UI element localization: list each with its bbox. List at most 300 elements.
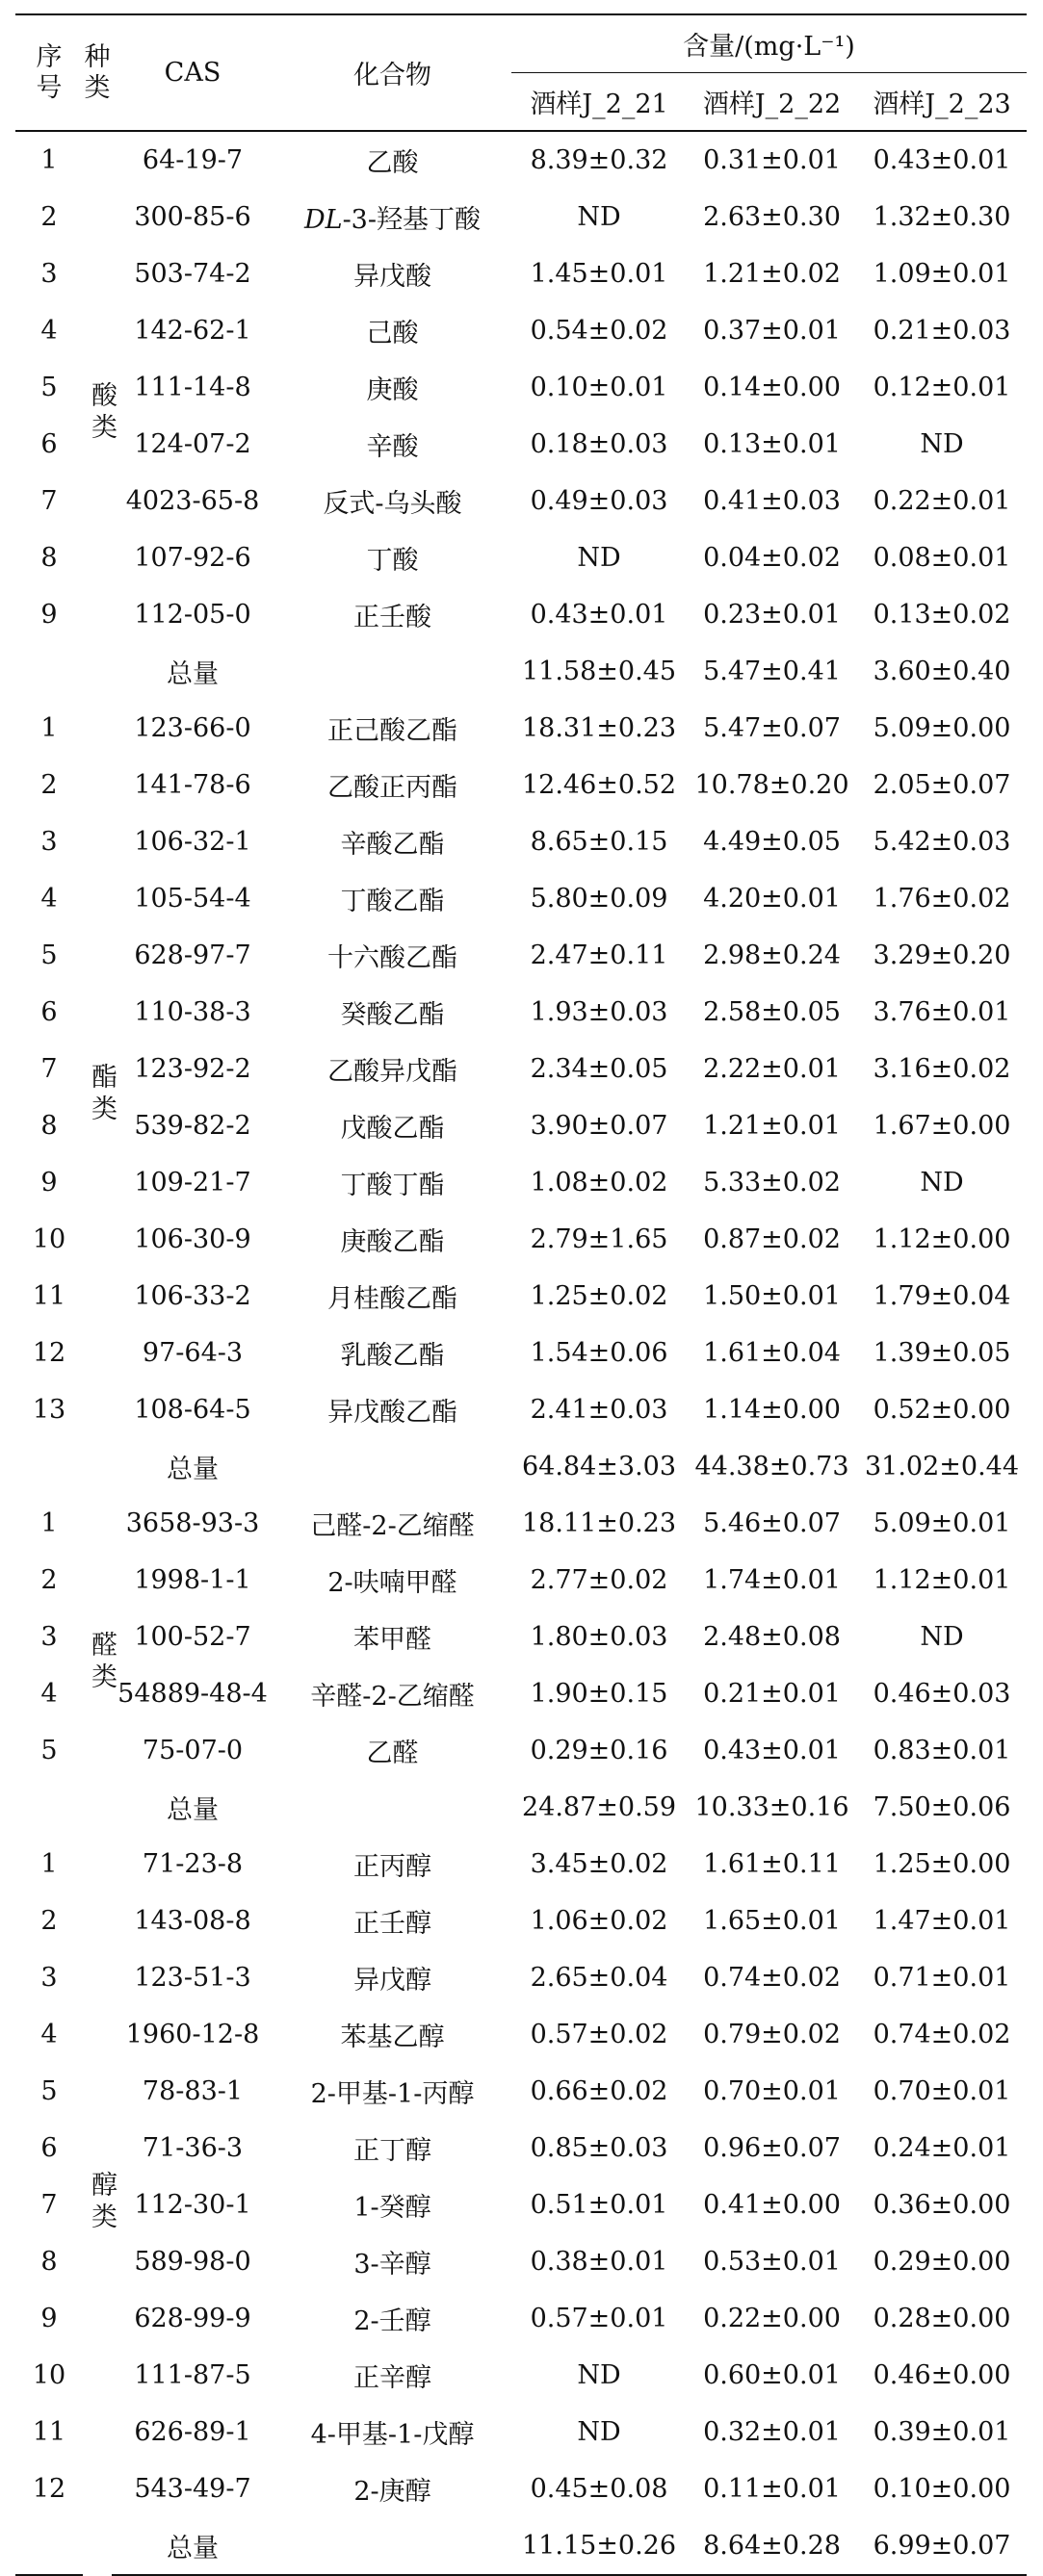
- cas-number: 64-19-7: [142, 145, 244, 175]
- value-sample-1: 18.11±0.23: [521, 1508, 677, 1538]
- cas-number: 112-05-0: [134, 600, 251, 630]
- value-sample-2: 2.98±0.24: [703, 940, 841, 970]
- compound-text: 癸酸乙酯: [340, 1000, 445, 1030]
- value-sample-3: 0.13±0.02: [873, 600, 1011, 630]
- row-index: 1: [40, 1508, 58, 1538]
- compound-name: [274, 473, 511, 529]
- value-sample-2: 0.96±0.07: [703, 2133, 841, 2163]
- value-sample-1: 2.47±0.11: [530, 940, 668, 970]
- value-sample-1: 1.90±0.15: [530, 1679, 668, 1709]
- row-index: 2: [40, 1565, 58, 1595]
- total-index-empty: [15, 643, 83, 700]
- class-label: [83, 1836, 117, 2575]
- table-row: [15, 1154, 1027, 1211]
- table-row: [15, 2006, 1027, 2063]
- total-value-sample-1: 24.87±0.59: [521, 1792, 677, 1822]
- table-row: [15, 302, 1027, 359]
- compound-name: [274, 2063, 511, 2120]
- value-sample-2: 2.48±0.08: [703, 1622, 841, 1652]
- value-sample-3: 5.09±0.01: [873, 1508, 1011, 1538]
- row-index: 10: [32, 1224, 66, 1254]
- value-sample-1: 2.41±0.03: [530, 1395, 668, 1425]
- total-value-sample-2: 8.64±0.28: [687, 2517, 857, 2575]
- compound-name: [274, 984, 511, 1041]
- cas-number: 106-33-2: [134, 1281, 251, 1311]
- value-sample-1: 0.66±0.02: [530, 2076, 668, 2106]
- value-sample-2: 1.74±0.01: [703, 1565, 841, 1595]
- value-sample-2: 5.33±0.02: [703, 1168, 841, 1198]
- total-value-sample-3: 3.60±0.40: [873, 657, 1011, 686]
- value-sample-2: 5.47±0.07: [703, 713, 841, 743]
- value-sample-3: 5.09±0.00: [873, 713, 1011, 743]
- cas-number: 123-92-2: [134, 1054, 251, 1084]
- total-index-empty: [15, 1779, 83, 1836]
- compound-text: 庚酸: [366, 375, 419, 405]
- value-sample-3: 0.52±0.00: [873, 1395, 1011, 1425]
- value-sample-3: 0.39±0.01: [873, 2417, 1011, 2447]
- row-index: 12: [32, 2474, 66, 2504]
- value-sample-2: 1.50±0.01: [703, 1281, 841, 1311]
- cas-number: 141-78-6: [134, 770, 251, 800]
- row-index: 6: [40, 997, 58, 1027]
- table-row: [15, 1211, 1027, 1268]
- class-label: [83, 131, 117, 700]
- compound-content-table: [15, 13, 1027, 2576]
- header-sample-3: 酒样J_2_23: [857, 73, 1027, 132]
- class-name: 醇类: [87, 2170, 117, 2234]
- row-index: 4: [40, 2020, 58, 2049]
- compound-name: [274, 1381, 511, 1438]
- row-index: 8: [40, 2247, 58, 2277]
- value-sample-1: 0.38±0.01: [530, 2247, 668, 2277]
- row-index: 12: [32, 1338, 66, 1368]
- value-sample-3: 0.24±0.01: [873, 2133, 1011, 2163]
- compound-name: [274, 1836, 511, 1893]
- total-value-sample-3: 31.02±0.44: [864, 1452, 1020, 1481]
- value-sample-1: 3.90±0.07: [530, 1111, 668, 1141]
- value-sample-2: 0.11±0.01: [703, 2474, 841, 2504]
- cas-number: 54889-48-4: [117, 1679, 268, 1709]
- value-sample-3: 1.12±0.00: [873, 1224, 1011, 1254]
- compound-text: 正己酸乙酯: [327, 716, 457, 746]
- value-sample-3: 1.25±0.00: [873, 1849, 1011, 1879]
- header-index-label: 序号: [36, 41, 63, 103]
- value-sample-2: 0.41±0.00: [703, 2190, 841, 2220]
- value-sample-2: 1.21±0.02: [703, 259, 841, 289]
- table-row: [15, 1609, 1027, 1665]
- compound-text: 4-甲基-1-戊醇: [310, 2420, 475, 2450]
- value-sample-3: ND: [920, 1168, 964, 1198]
- table-row: [15, 2233, 1027, 2290]
- compound-text: -3-羟基丁酸: [342, 205, 481, 235]
- row-index: 2: [40, 770, 58, 800]
- total-row: [15, 1779, 1027, 1836]
- row-index: 1: [40, 713, 58, 743]
- cas-number: 107-92-6: [134, 543, 251, 573]
- class-label: [83, 700, 117, 1495]
- cas-number: 111-87-5: [134, 2360, 251, 2390]
- cas-number: 109-21-7: [134, 1168, 251, 1198]
- value-sample-1: 1.93±0.03: [530, 997, 668, 1027]
- compound-text: 正丁醇: [353, 2136, 431, 2166]
- cas-number: 97-64-3: [142, 1338, 244, 1368]
- header-content: 含量/(mg·L⁻¹): [511, 14, 1027, 73]
- header-class: [83, 14, 112, 131]
- table-row: [15, 473, 1027, 529]
- compound-text: 乙酸正丙酯: [327, 773, 457, 803]
- compound-name: [274, 2006, 511, 2063]
- row-index: 9: [40, 2304, 58, 2333]
- value-sample-1: 2.65±0.04: [530, 1963, 668, 1993]
- compound-text: 正壬醇: [353, 1909, 431, 1939]
- cas-number: 124-07-2: [134, 429, 251, 459]
- compound-text: 戊酸乙酯: [340, 1114, 445, 1144]
- class-name: 醛类: [87, 1630, 117, 1694]
- compound-name: [274, 245, 511, 302]
- row-index: 2: [40, 202, 58, 232]
- value-sample-3: 1.79±0.04: [873, 1281, 1011, 1311]
- compound-text: 正辛醇: [353, 2363, 431, 2393]
- cas-number: 543-49-7: [134, 2474, 251, 2504]
- table-row: [15, 586, 1027, 643]
- table-row: [15, 1552, 1027, 1609]
- value-sample-1: ND: [577, 543, 621, 573]
- compound-name: [274, 1097, 511, 1154]
- cas-number: 4023-65-8: [125, 486, 260, 516]
- value-sample-1: 0.51±0.01: [530, 2190, 668, 2220]
- value-sample-1: ND: [577, 2360, 621, 2390]
- compound-name: [274, 131, 511, 189]
- row-index: 4: [40, 884, 58, 914]
- value-sample-3: 0.43±0.01: [873, 145, 1011, 175]
- cas-number: 112-30-1: [134, 2190, 251, 2220]
- table-row: [15, 870, 1027, 927]
- value-sample-1: 2.77±0.02: [530, 1565, 668, 1595]
- value-sample-2: 0.74±0.02: [703, 1963, 841, 1993]
- total-compound-empty: [274, 643, 511, 700]
- value-sample-2: 1.14±0.00: [703, 1395, 841, 1425]
- compound-text: 月桂酸乙酯: [327, 1284, 457, 1314]
- value-sample-3: 0.83±0.01: [873, 1736, 1011, 1765]
- row-index: 3: [40, 259, 58, 289]
- compound-name: [274, 1325, 511, 1381]
- table-row: [15, 416, 1027, 473]
- value-sample-2: 2.63±0.30: [703, 202, 841, 232]
- total-label: 总量: [112, 2517, 274, 2575]
- total-row: [15, 643, 1027, 700]
- row-index: 2: [40, 1906, 58, 1936]
- value-sample-2: 0.14±0.00: [703, 373, 841, 402]
- cas-number: 108-64-5: [134, 1395, 251, 1425]
- compound-text: 丁酸乙酯: [340, 887, 445, 916]
- compound-name: [274, 189, 511, 245]
- header-cas: CAS: [112, 14, 274, 131]
- header-compound: 化合物: [274, 14, 511, 131]
- value-sample-1: 12.46±0.52: [521, 770, 677, 800]
- compound-name: [274, 2347, 511, 2404]
- value-sample-3: 0.36±0.00: [873, 2190, 1011, 2220]
- cas-number: 78-83-1: [142, 2076, 244, 2106]
- header-class-label: 种类: [84, 41, 111, 103]
- cas-number: 628-97-7: [134, 940, 251, 970]
- value-sample-1: 0.85±0.03: [530, 2133, 668, 2163]
- table-row: [15, 1097, 1027, 1154]
- total-label: 总量: [167, 1455, 219, 1484]
- cas-number: 300-85-6: [134, 202, 251, 232]
- row-index: 9: [40, 1168, 58, 1198]
- value-sample-3: 0.70±0.01: [873, 2076, 1011, 2106]
- compound-text: 正丙醇: [353, 1852, 431, 1882]
- compound-name: [274, 870, 511, 927]
- value-sample-1: 1.45±0.01: [530, 259, 668, 289]
- value-sample-2: 1.21±0.01: [703, 1111, 841, 1141]
- value-sample-3: 1.47±0.01: [873, 1906, 1011, 1936]
- row-index: 5: [40, 940, 58, 970]
- value-sample-3: 0.12±0.01: [873, 373, 1011, 402]
- value-sample-2: 0.23±0.01: [703, 600, 841, 630]
- row-index: 1: [40, 1849, 58, 1879]
- compound-name: [274, 1154, 511, 1211]
- total-value-sample-1: 64.84±3.03: [521, 1452, 677, 1481]
- value-sample-1: 1.25±0.02: [530, 1281, 668, 1311]
- table-row: [15, 1949, 1027, 2006]
- value-sample-2: 2.22±0.01: [703, 1054, 841, 1084]
- compound-text: 十六酸乙酯: [327, 943, 457, 973]
- total-label: 总量: [167, 659, 219, 689]
- row-index: 7: [40, 486, 58, 516]
- compound-text: 庚酸乙酯: [340, 1227, 445, 1257]
- total-index-empty: [15, 1438, 83, 1495]
- compound-text: 辛酸: [366, 432, 419, 462]
- value-sample-3: 5.42±0.03: [873, 827, 1011, 857]
- value-sample-1: 1.08±0.02: [530, 1168, 668, 1198]
- table-row: [15, 927, 1027, 984]
- value-sample-1: 8.65±0.15: [530, 827, 668, 857]
- table-row: [15, 529, 1027, 586]
- compound-text: 苯基乙醇: [340, 2022, 445, 2052]
- cas-number: 539-82-2: [134, 1111, 251, 1141]
- value-sample-3: ND: [920, 1622, 964, 1652]
- value-sample-1: 0.45±0.08: [530, 2474, 668, 2504]
- compound-text: 乙酸异戊酯: [327, 1057, 457, 1087]
- cas-number: 143-08-8: [134, 1906, 251, 1936]
- table-row: [15, 2063, 1027, 2120]
- class-name: 酸类: [87, 380, 117, 445]
- value-sample-3: 0.46±0.00: [873, 2360, 1011, 2390]
- value-sample-2: 0.04±0.02: [703, 543, 841, 573]
- value-sample-1: 0.57±0.02: [530, 2020, 668, 2049]
- compound-text: 异戊酸: [353, 262, 431, 292]
- value-sample-1: 1.54±0.06: [530, 1338, 668, 1368]
- table-row: [15, 359, 1027, 416]
- value-sample-2: 5.46±0.07: [703, 1508, 841, 1538]
- value-sample-3: 3.76±0.01: [873, 997, 1011, 1027]
- compound-text: 乳酸乙酯: [340, 1341, 445, 1371]
- total-value-sample-2: 44.38±0.73: [694, 1452, 849, 1481]
- value-sample-1: 5.80±0.09: [530, 884, 668, 914]
- row-index: 4: [40, 1679, 58, 1709]
- cas-number: 106-32-1: [134, 827, 251, 857]
- value-sample-2: 0.41±0.03: [703, 486, 841, 516]
- compound-text: 正壬酸: [353, 603, 431, 632]
- compound-name: [274, 2233, 511, 2290]
- value-sample-2: 0.79±0.02: [703, 2020, 841, 2049]
- value-sample-3: 0.74±0.02: [873, 2020, 1011, 2049]
- compound-name: [274, 700, 511, 757]
- table-row: [15, 1325, 1027, 1381]
- total-value-sample-3: 7.50±0.06: [873, 1792, 1011, 1822]
- compound-prefix: DL: [303, 205, 343, 235]
- value-sample-2: 0.60±0.01: [703, 2360, 841, 2390]
- compound-text: 乙酸: [366, 148, 419, 178]
- value-sample-3: 3.29±0.20: [873, 940, 1011, 970]
- compound-name: [274, 359, 511, 416]
- row-index: 8: [40, 1111, 58, 1141]
- total-label: 总量: [167, 1795, 219, 1825]
- total-value-sample-1: 11.58±0.45: [521, 657, 677, 686]
- row-index: 11: [32, 1281, 66, 1311]
- value-sample-3: ND: [920, 429, 964, 459]
- compound-name: [274, 586, 511, 643]
- table-row: [15, 757, 1027, 813]
- compound-name: [274, 1041, 511, 1097]
- compound-name: [274, 529, 511, 586]
- row-index: 3: [40, 1963, 58, 1993]
- value-sample-2: 0.37±0.01: [703, 316, 841, 346]
- cas-number: 123-51-3: [134, 1963, 251, 1993]
- value-sample-1: 0.18±0.03: [530, 429, 668, 459]
- row-index: 3: [40, 1622, 58, 1652]
- value-sample-2: 4.49±0.05: [703, 827, 841, 857]
- table-row: [15, 1381, 1027, 1438]
- cas-number: 503-74-2: [134, 259, 251, 289]
- value-sample-1: ND: [577, 2417, 621, 2447]
- compound-name: [274, 1211, 511, 1268]
- compound-text: 己醛-2-乙缩醛: [310, 1511, 475, 1541]
- header-index: [15, 14, 83, 131]
- value-sample-3: 0.22±0.01: [873, 486, 1011, 516]
- table-row: [15, 245, 1027, 302]
- value-sample-3: 1.39±0.05: [873, 1338, 1011, 1368]
- cas-number: 142-62-1: [134, 316, 251, 346]
- row-index: 3: [40, 827, 58, 857]
- row-index: 7: [40, 1054, 58, 1084]
- total-value-sample-2: 5.47±0.41: [703, 657, 841, 686]
- value-sample-3: 1.09±0.01: [873, 259, 1011, 289]
- compound-text: 丁酸: [366, 546, 419, 576]
- cas-number: 75-07-0: [142, 1736, 244, 1765]
- value-sample-2: 0.21±0.01: [703, 1679, 841, 1709]
- compound-text: 辛酸乙酯: [340, 830, 445, 860]
- total-value-sample-1: 11.15±0.26: [511, 2517, 687, 2575]
- value-sample-1: 2.34±0.05: [530, 1054, 668, 1084]
- total-compound-empty: [274, 1779, 511, 1836]
- row-index: 10: [32, 2360, 66, 2390]
- compound-name: [274, 813, 511, 870]
- cas-number: 589-98-0: [134, 2247, 251, 2277]
- row-index: 9: [40, 600, 58, 630]
- table-row: [15, 2120, 1027, 2177]
- table-row: [15, 1041, 1027, 1097]
- value-sample-1: 8.39±0.32: [530, 145, 668, 175]
- table-row: [15, 131, 1027, 189]
- value-sample-2: 2.58±0.05: [703, 997, 841, 1027]
- total-value-sample-2: 10.33±0.16: [694, 1792, 849, 1822]
- compound-name: [274, 416, 511, 473]
- row-index: 13: [32, 1395, 66, 1425]
- value-sample-1: 3.45±0.02: [530, 1849, 668, 1879]
- compound-name: [274, 1495, 511, 1552]
- value-sample-3: 0.08±0.01: [873, 543, 1011, 573]
- cas-number: 110-38-3: [134, 997, 251, 1027]
- row-index: 8: [40, 543, 58, 573]
- value-sample-2: 0.87±0.02: [703, 1224, 841, 1254]
- value-sample-2: 10.78±0.20: [694, 770, 849, 800]
- compound-text: 辛醛-2-乙缩醛: [310, 1682, 475, 1712]
- value-sample-1: 0.29±0.16: [530, 1736, 668, 1765]
- value-sample-3: 0.28±0.00: [873, 2304, 1011, 2333]
- cas-number: 71-23-8: [142, 1849, 244, 1879]
- table-row: [15, 1893, 1027, 1949]
- compound-text: 异戊醇: [353, 1966, 431, 1996]
- value-sample-2: 1.65±0.01: [703, 1906, 841, 1936]
- compound-name: [274, 1893, 511, 1949]
- value-sample-3: 1.76±0.02: [873, 884, 1011, 914]
- cas-number: 3658-93-3: [125, 1508, 260, 1538]
- row-index: 5: [40, 1736, 58, 1765]
- table-row: [15, 1268, 1027, 1325]
- class-label: [83, 1495, 117, 1836]
- table-row: [15, 2177, 1027, 2233]
- compound-text: 乙醛: [366, 1739, 419, 1768]
- total-index-empty: [15, 2517, 83, 2575]
- compound-name: [274, 1665, 511, 1722]
- table-row: [15, 1836, 1027, 1893]
- value-sample-3: 2.05±0.07: [873, 770, 1011, 800]
- table-row: [15, 2460, 1027, 2517]
- value-sample-1: ND: [577, 202, 621, 232]
- compound-name: [274, 1268, 511, 1325]
- value-sample-2: 0.22±0.00: [703, 2304, 841, 2333]
- total-compound-empty: [274, 1438, 511, 1495]
- value-sample-2: 0.43±0.01: [703, 1736, 841, 1765]
- value-sample-1: 0.43±0.01: [530, 600, 668, 630]
- value-sample-3: 1.12±0.01: [873, 1565, 1011, 1595]
- table-row: [15, 2404, 1027, 2460]
- header-sample-1: 酒样J_2_21: [511, 73, 687, 132]
- value-sample-3: 0.29±0.00: [873, 2247, 1011, 2277]
- row-index: 5: [40, 373, 58, 402]
- row-index: 4: [40, 316, 58, 346]
- total-row: [15, 2517, 1027, 2575]
- cas-number: 100-52-7: [134, 1622, 251, 1652]
- table-header: [15, 14, 1027, 131]
- value-sample-1: 0.54±0.02: [530, 316, 668, 346]
- compound-text: 2-呋喃甲醛: [327, 1568, 457, 1598]
- class-name: 酯类: [87, 1062, 117, 1126]
- value-sample-2: 1.61±0.11: [703, 1849, 841, 1879]
- table-row: [15, 1495, 1027, 1552]
- value-sample-1: 1.80±0.03: [530, 1622, 668, 1652]
- row-index: 7: [40, 2190, 58, 2220]
- cas-number: 111-14-8: [134, 373, 251, 402]
- value-sample-1: 0.49±0.03: [530, 486, 668, 516]
- compound-text: 3-辛醇: [353, 2250, 431, 2280]
- row-index: 1: [40, 145, 58, 175]
- table-row: [15, 1722, 1027, 1779]
- table-row: [15, 1665, 1027, 1722]
- compound-name: [274, 1552, 511, 1609]
